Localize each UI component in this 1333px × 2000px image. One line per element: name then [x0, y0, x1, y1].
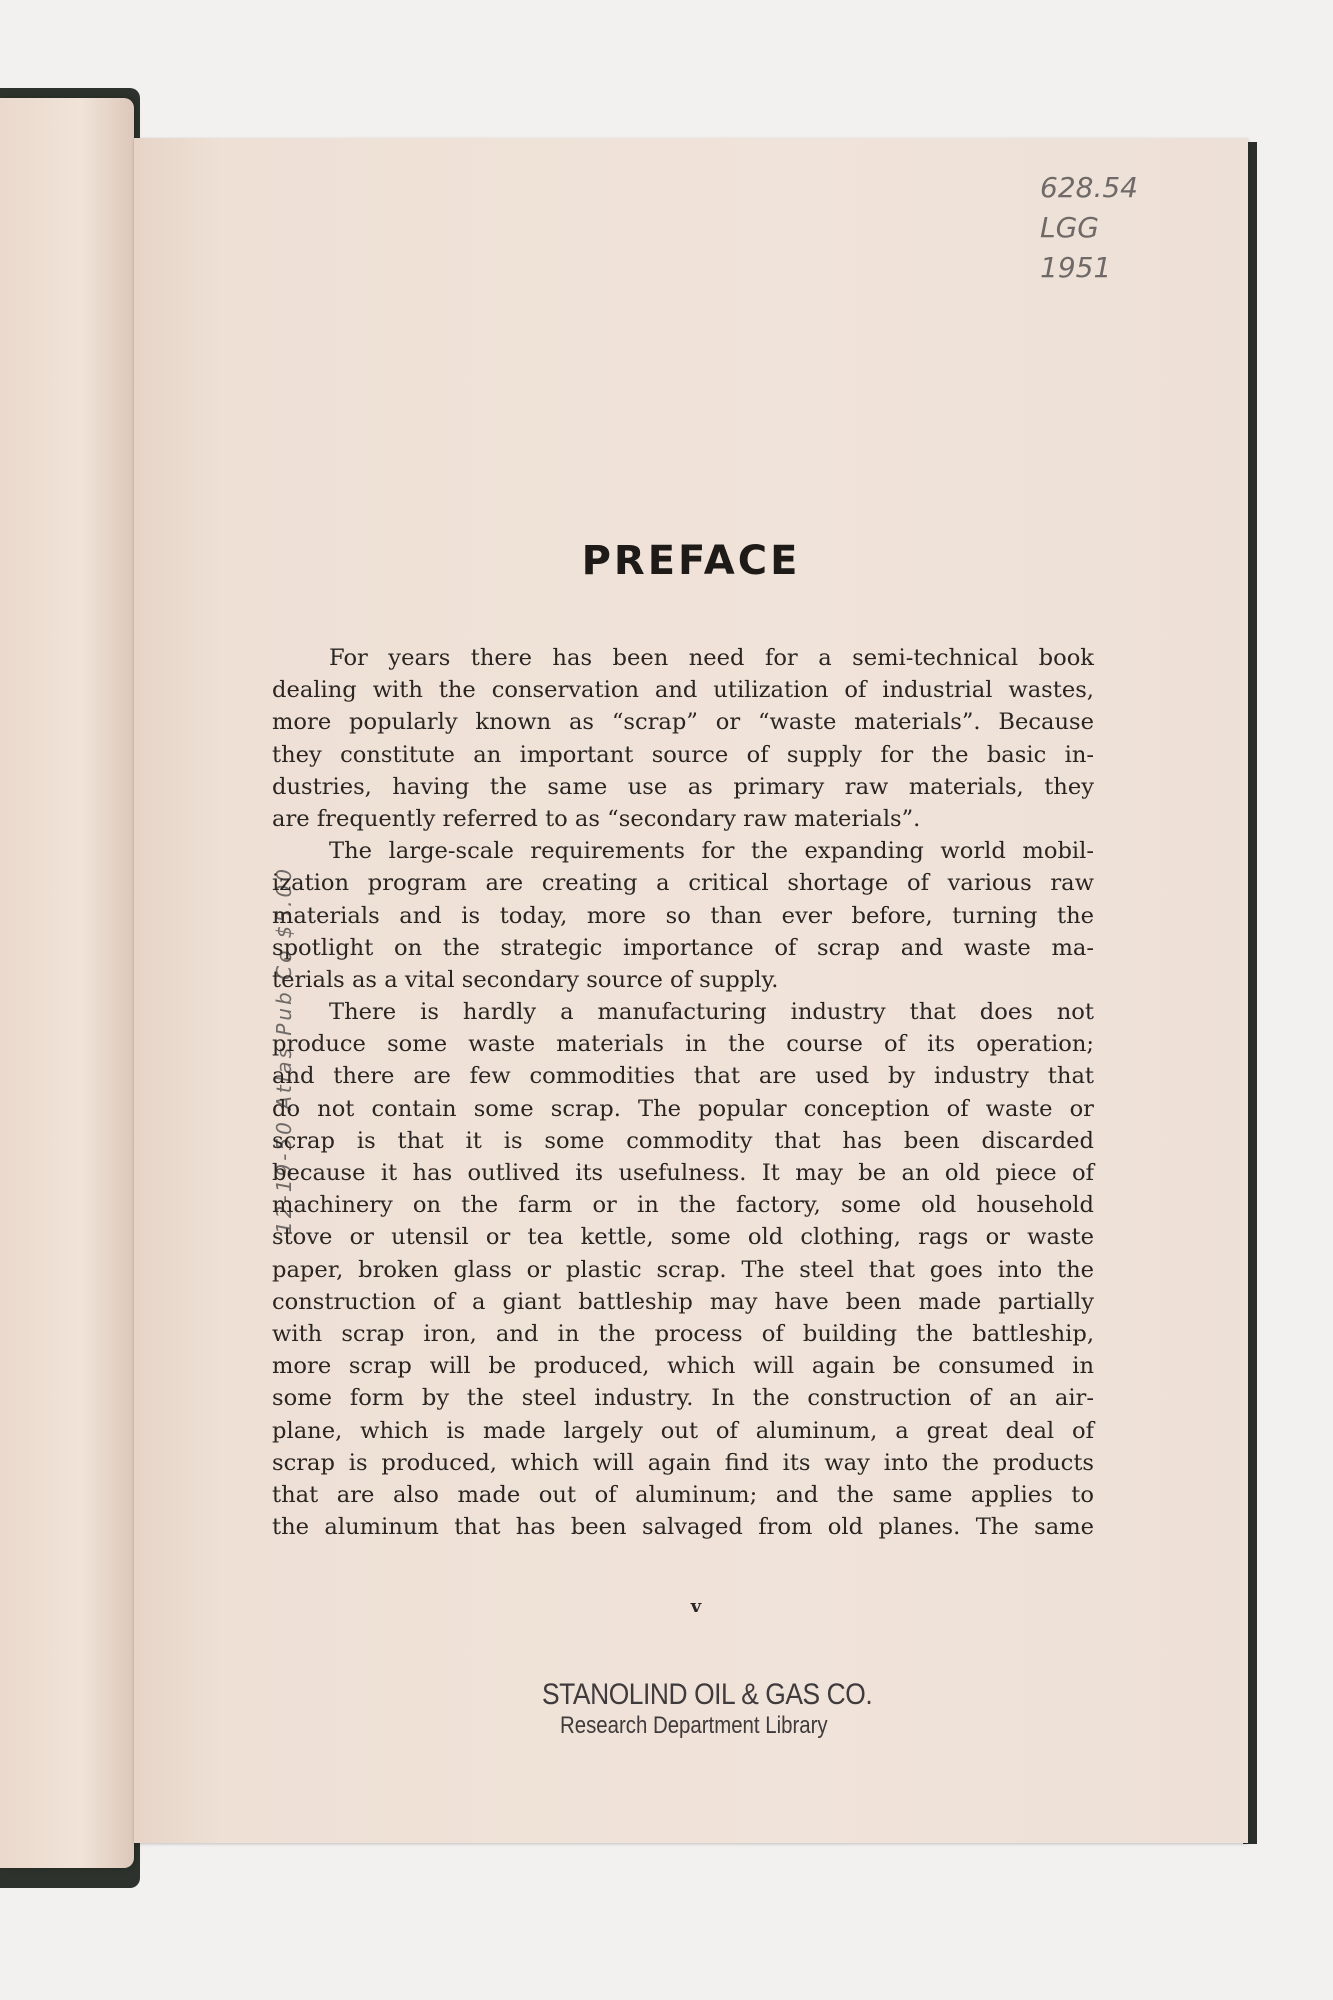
- left-page-edge: [0, 98, 134, 1868]
- text-line: more popularly known as “scrap” or “waste materials”. Because: [272, 709, 1094, 736]
- text-line: materials and is today, more so than ever before, turning the: [272, 902, 1094, 929]
- text-line: are frequently referred to as “secondary raw materials”.: [272, 805, 921, 832]
- call-number-line: LGG: [1040, 211, 1099, 244]
- library-stamp: [542, 1678, 917, 1740]
- handwritten-call-number: [1040, 168, 1138, 288]
- text-line: scrap is produced, which will again find its way into the products: [272, 1449, 1094, 1476]
- text-line: plane, which is made largely out of aluminum, a great deal of: [272, 1417, 1094, 1444]
- preface-body: [272, 642, 1094, 1543]
- text-line: construction of a giant battleship may have been made partially: [272, 1288, 1094, 1315]
- text-line: that are also made out of aluminum; and the same applies to: [272, 1481, 1094, 1508]
- text-line: dustries, having the same use as primary raw materials, they: [272, 773, 1094, 800]
- text-line: machinery on the farm or in the factory, some old household: [272, 1192, 1094, 1219]
- text-line: paper, broken glass or plastic scrap. The steel that goes into the: [272, 1256, 1094, 1283]
- text-line: The large-scale requirements for the expanding world mobil-: [329, 838, 1094, 865]
- text-line: do not contain some scrap. The popular conception of waste or: [272, 1095, 1094, 1122]
- text-line: more scrap will be produced, which will again be consumed in: [272, 1353, 1094, 1380]
- text-line: some form by the steel industry. In the construction of an air-: [272, 1385, 1094, 1412]
- text-line: For years there has been need for a semi-technical book: [329, 645, 1094, 671]
- book-page: [134, 138, 1248, 1843]
- stamp-line-company: STANOLIND OIL & GAS CO.: [542, 1678, 873, 1711]
- text-line: terials as a vital secondary source of supply.: [272, 966, 779, 993]
- call-number-line: 628.54: [1040, 171, 1138, 204]
- text-line: ization program are creating a critical shortage of various raw: [272, 870, 1094, 897]
- text-line: with scrap iron, and in the process of building the battleship,: [272, 1320, 1094, 1347]
- text-line: stove or utensil or tea kettle, some old clothing, rags or waste: [272, 1224, 1094, 1251]
- text-line: and there are few commodities that are used by industry that: [272, 1063, 1094, 1090]
- handwritten-margin-note: 12-19-50 Atlas Pub Co $5.00: [272, 866, 296, 1234]
- text-line: spotlight on the strategic importance of scrap and waste ma-: [272, 934, 1094, 961]
- page-title: PREFACE: [581, 538, 801, 584]
- text-line: because it has outlived its usefulness. It may be an old piece of: [272, 1160, 1094, 1186]
- page-number: v: [690, 1596, 702, 1617]
- text-line: they constitute an important source of supply for the basic in-: [272, 741, 1094, 768]
- text-line: the aluminum that has been salvaged from old planes. The same: [272, 1514, 1094, 1541]
- text-line: dealing with the conservation and utilization of industrial wastes,: [272, 677, 1094, 704]
- stamp-line-library: Research Department Library: [560, 1712, 828, 1739]
- call-number-line: 1951: [1040, 251, 1112, 284]
- text-line: scrap is that it is some commodity that has been discarded: [272, 1127, 1094, 1154]
- text-line: produce some waste materials in the course of its operation;: [272, 1031, 1094, 1058]
- text-line: There is hardly a manufacturing industry that does not: [329, 999, 1094, 1026]
